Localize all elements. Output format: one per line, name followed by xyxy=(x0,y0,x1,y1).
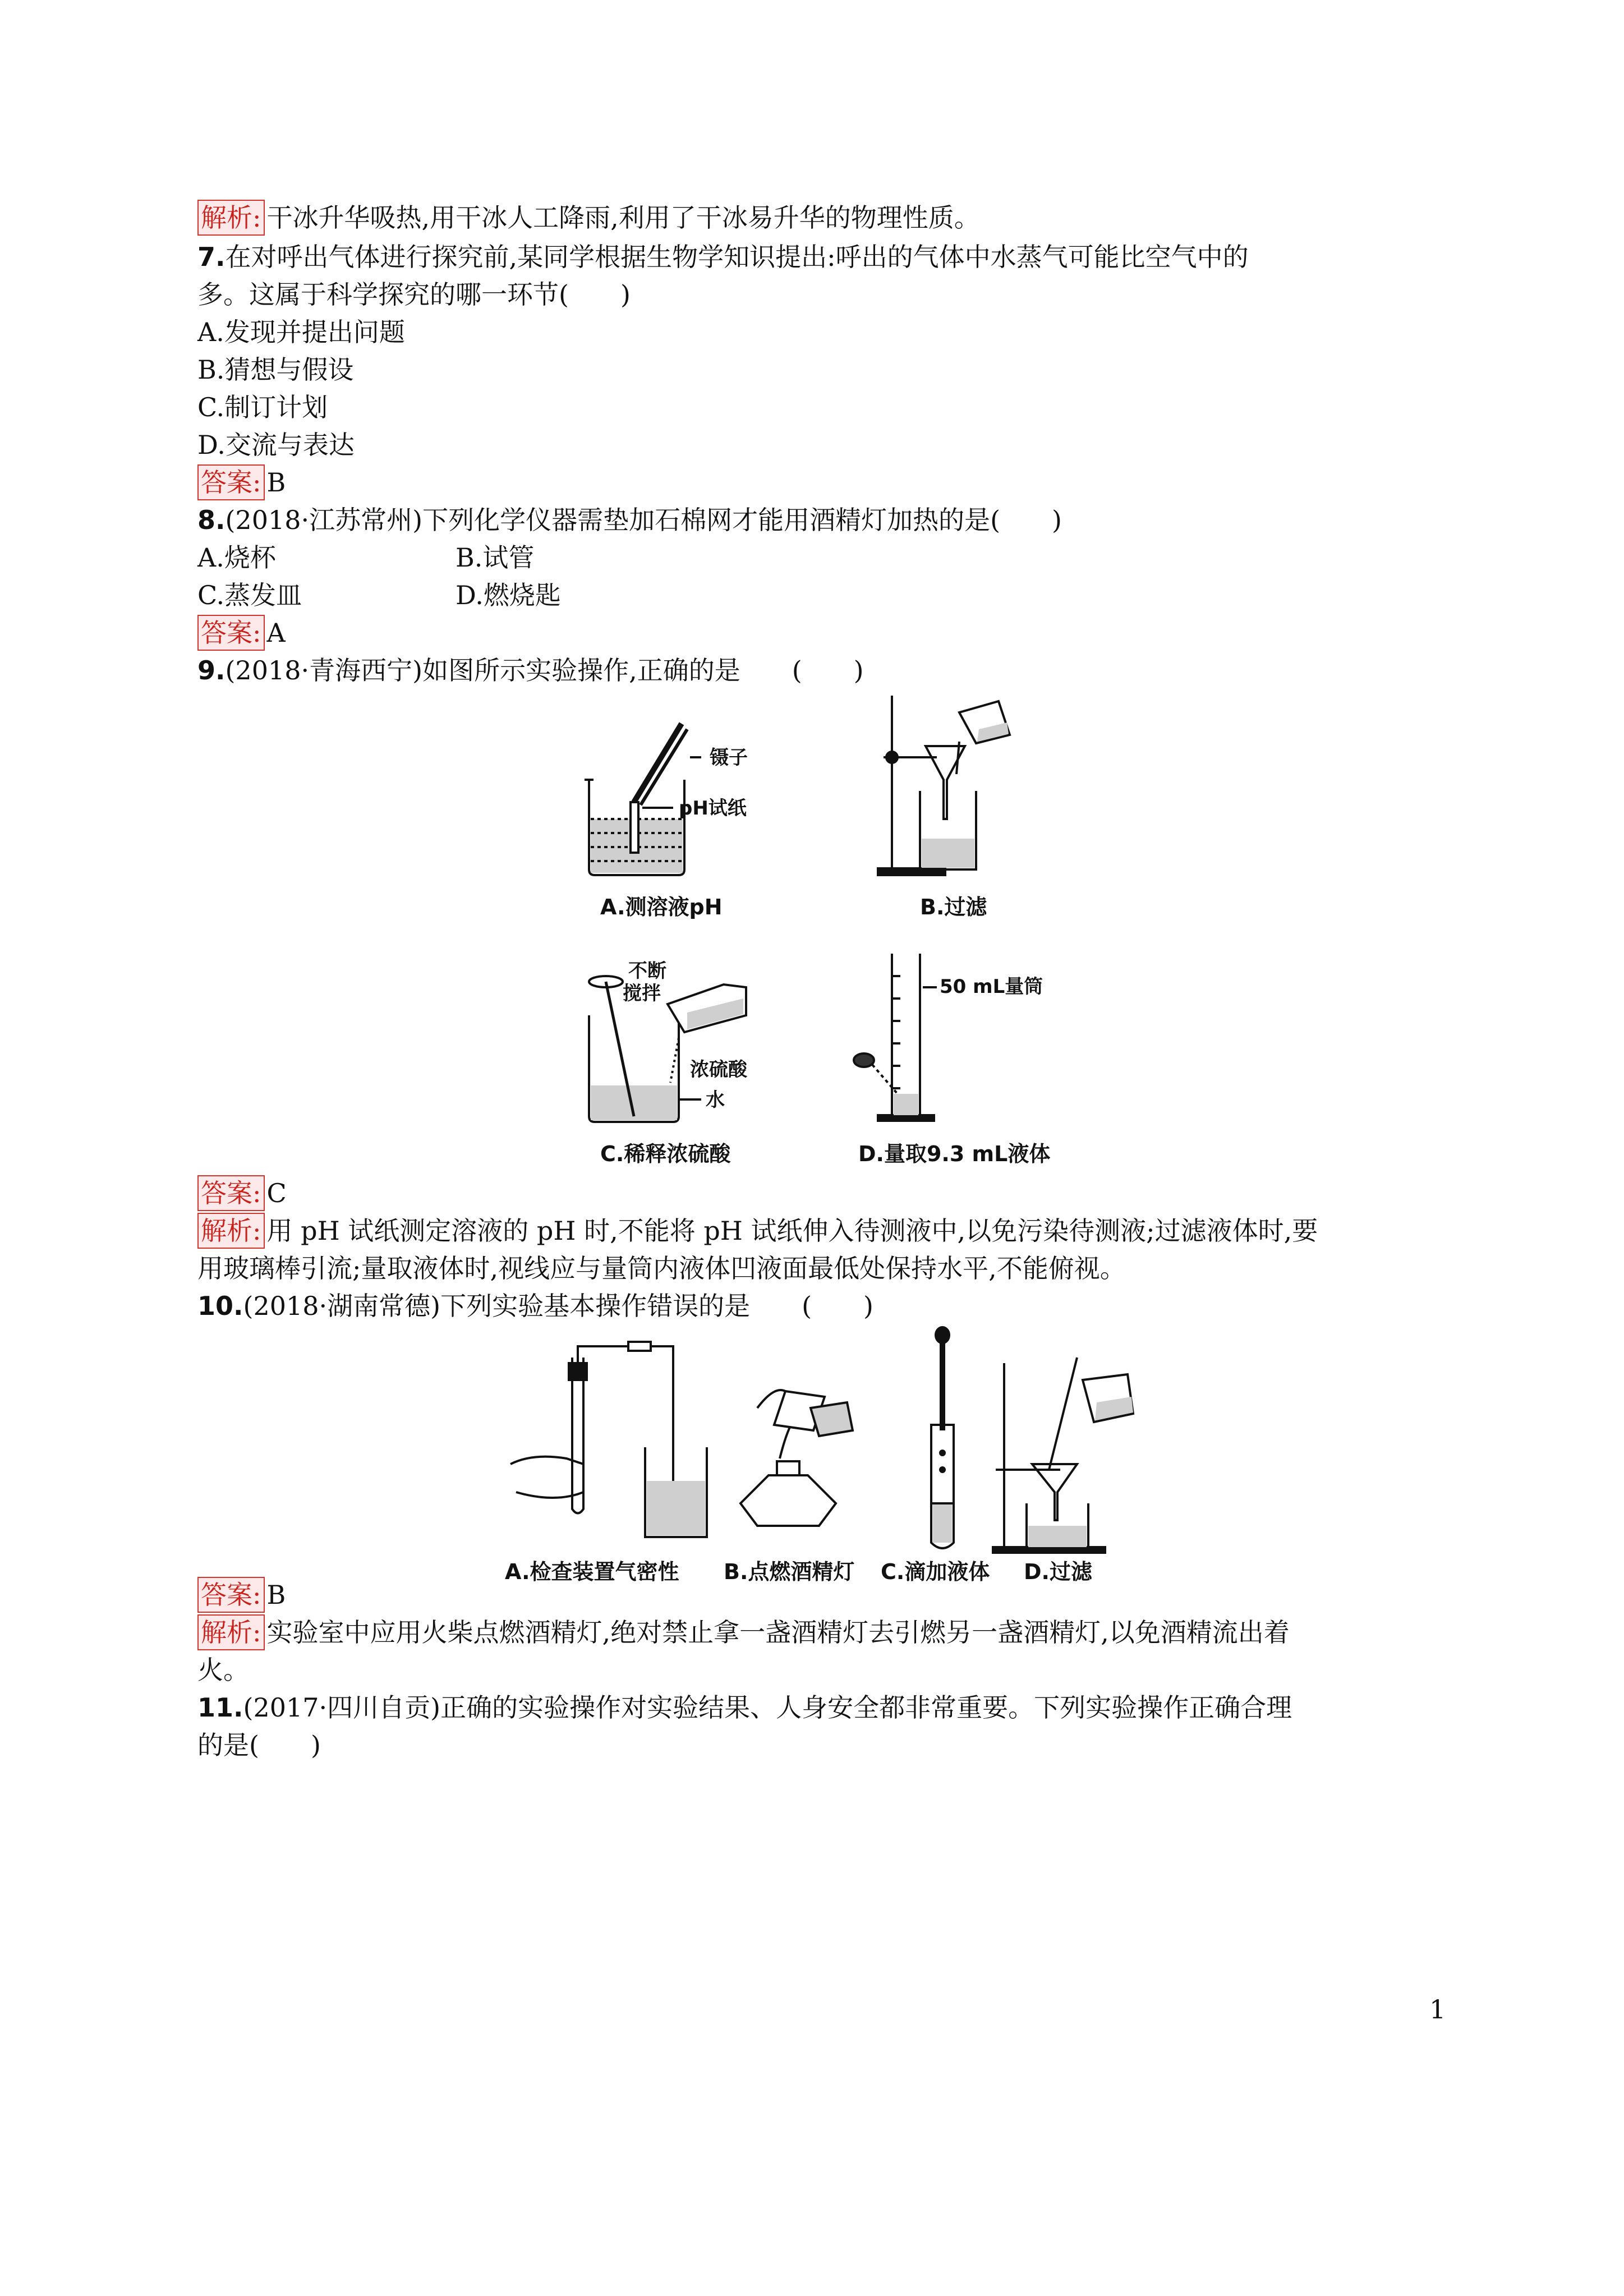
q8-stem-line xyxy=(197,501,1062,539)
q7-option-b: B.猜想与假设 xyxy=(197,355,354,385)
q10-answer-line xyxy=(197,1576,286,1613)
q9-a-caption: A.测溶液pH xyxy=(600,895,723,919)
q9-figure xyxy=(572,690,1077,1184)
q7-option-d: D.交流与表达 xyxy=(197,430,355,460)
q10-a-airtight-diagram xyxy=(510,1342,707,1537)
q7-option-a: A.发现并提出问题 xyxy=(197,317,405,347)
q9-a-tweezers-label: 镊子 xyxy=(710,747,748,769)
q7-stem-line1 xyxy=(197,238,1249,275)
q7-stem1: 在对呼出气体进行探究前,某同学根据生物学知识提出:呼出的气体中水蒸气可能比空气中的 xyxy=(225,242,1249,272)
q11-stem1: (2017·四川自贡)正确的实验操作对实验结果、人身安全都非常重要。下列实验操作正确合理 xyxy=(243,1692,1292,1723)
q7-stem-line2: 多。这属于科学探究的哪一环节( ) xyxy=(197,279,631,310)
q9-stem: (2018·青海西宁)如图所示实验操作,正确的是 ( ) xyxy=(225,655,864,685)
q10-c-dropper-diagram xyxy=(931,1327,954,1548)
q9-b-caption: B.过滤 xyxy=(920,895,987,919)
q8-answer: A xyxy=(266,618,286,648)
q7-answer: B xyxy=(266,467,286,498)
q9-stem-line xyxy=(197,652,864,689)
answer-tag: 答案: xyxy=(197,1577,265,1613)
q6-analysis-line xyxy=(197,199,980,236)
q8-answer-line xyxy=(197,614,286,651)
q8-number: 8. xyxy=(197,505,226,535)
q10-stem: (2018·湖南常德)下列实验基本操作错误的是 ( ) xyxy=(243,1291,873,1321)
q11-number: 11. xyxy=(197,1692,243,1723)
q10-analysis-line1 xyxy=(197,1614,1290,1651)
q9-c-label-stir1: 不断 xyxy=(628,960,666,982)
q10-d-filter-diagram xyxy=(993,1358,1133,1553)
q7-answer-line xyxy=(197,464,286,501)
analysis-tag: 解析: xyxy=(197,200,265,236)
q10-analysis-line2: 火。 xyxy=(197,1655,249,1685)
q9-b-filtration-diagram xyxy=(878,696,1010,875)
analysis-tag: 解析: xyxy=(197,1213,265,1249)
q9-answer-line xyxy=(197,1175,287,1212)
q8-option-a: A.烧杯 xyxy=(197,542,276,573)
q9-d-cylinder-label: 50 mL量筒 xyxy=(940,976,1043,998)
q9-analysis1: 用 pH 试纸测定溶液的 pH 时,不能将 pH 试纸伸入待测液中,以免污染待测液;过滤液体时,要 xyxy=(266,1216,1318,1246)
q10-b-lamp-diagram xyxy=(740,1390,853,1526)
q6-analysis: 干冰升华吸热,用干冰人工降雨,利用了干冰易升华的物理性质。 xyxy=(266,203,980,233)
q10-answer: B xyxy=(266,1580,286,1610)
q10-a-caption: A.检查装置气密性 xyxy=(505,1559,679,1584)
q9-c-caption: C.稀释浓硫酸 xyxy=(600,1142,731,1166)
q7-number: 7. xyxy=(197,242,226,272)
answer-tag: 答案: xyxy=(197,615,265,651)
q10-c-caption: C.滴加液体 xyxy=(881,1559,990,1584)
q8-option-c: C.蒸发皿 xyxy=(197,580,302,610)
q9-analysis-line1 xyxy=(197,1212,1318,1249)
analysis-tag: 解析: xyxy=(197,1614,265,1650)
q9-d-cylinder-diagram xyxy=(854,954,937,1121)
q7-option-c: C.制订计划 xyxy=(197,392,328,422)
q11-stem-line2: 的是( ) xyxy=(197,1730,321,1760)
q10-d-caption: D.过滤 xyxy=(1024,1559,1092,1584)
answer-tag: 答案: xyxy=(197,464,265,500)
q9-answer: C xyxy=(266,1178,287,1208)
q8-option-b: B.试管 xyxy=(456,542,535,573)
q9-c-label-stir2: 搅拌 xyxy=(623,982,661,1005)
q10-stem-line xyxy=(197,1287,873,1324)
q8-option-d: D.燃烧匙 xyxy=(456,580,561,610)
q11-stem-line1 xyxy=(197,1689,1292,1726)
q9-d-caption: D.量取9.3 mL液体 xyxy=(858,1142,1051,1166)
answer-tag: 答案: xyxy=(197,1175,265,1211)
q10-analysis1: 实验室中应用火柴点燃酒精灯,绝对禁止拿一盏酒精灯去引燃另一盏酒精灯,以免酒精流出着 xyxy=(266,1617,1290,1648)
q8-stem: (2018·江苏常州)下列化学仪器需垫加石棉网才能用酒精灯加热的是( ) xyxy=(225,505,1062,535)
q9-c-acid-label: 浓硫酸 xyxy=(690,1059,747,1081)
q9-number: 9. xyxy=(197,655,226,685)
q9-analysis-line2: 用玻璃棒引流;量取液体时,视线应与量筒内液体凹液面最低处保持水平,不能俯视。 xyxy=(197,1253,1126,1283)
q10-b-caption: B.点燃酒精灯 xyxy=(724,1559,855,1584)
q10-number: 10. xyxy=(197,1291,243,1321)
q10-figure xyxy=(494,1324,1144,1588)
page-number: 1 xyxy=(1429,1994,1446,2024)
q9-a-ph-paper-label: pH试纸 xyxy=(679,797,747,820)
q9-c-water-label: 水 xyxy=(706,1089,725,1111)
